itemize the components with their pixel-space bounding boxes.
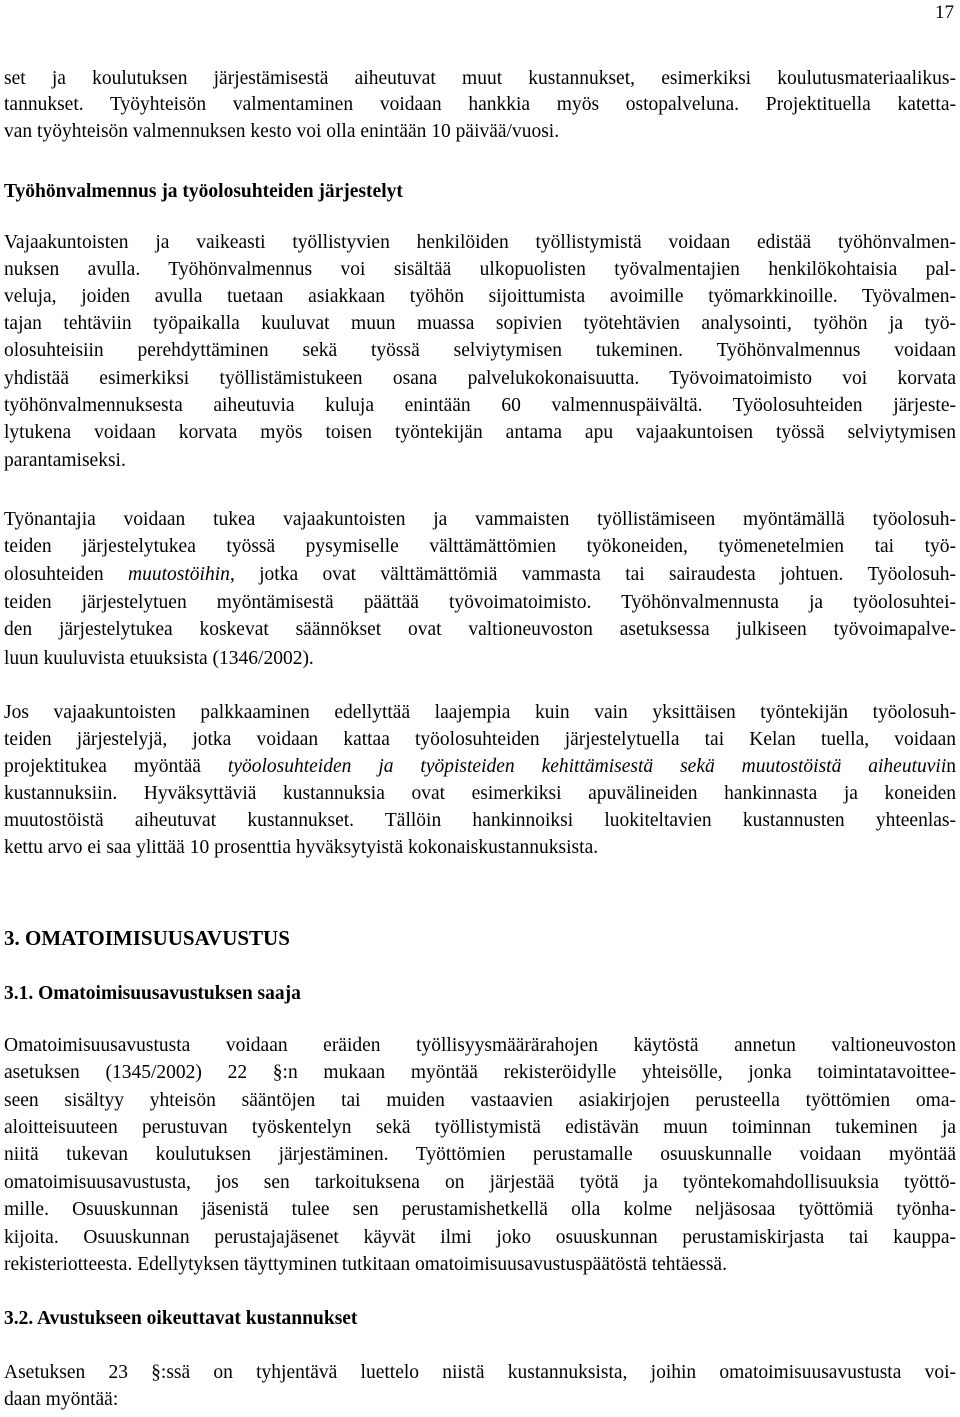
text-line: rekisteriotteesta. Edellytyksen täyttyminen tutkitaan omatoimisuusavustuspäätöstä tehtäessä. xyxy=(4,1254,727,1275)
text-line: asetuksen (1345/2002) 22 §:n mukaan myöntää rekisteröidylle yhteisölle, jonka toimintatavoittee- xyxy=(4,1062,956,1083)
section-heading-3-2: 3.2. Avustukseen oikeuttavat kustannukset xyxy=(4,1308,358,1329)
text-line: yhdistää esimerkiksi työllistämistukeen osana palvelukokonaisuutta. Työvoimatoimisto voi korvata xyxy=(4,368,956,389)
text-line: kijoita. Osuuskunnan perustajajäsenet käyvät ilmi joko osuuskunnan perustamiskirjasta tai kauppa- xyxy=(4,1227,956,1248)
text-line: teiden järjestelyjä, jotka voidaan kattaa työolosuhteiden järjestelytuella tai Kelan tuella, voidaan xyxy=(4,729,956,750)
text-line: teiden järjestelytuen myöntämisestä päättää työvoimatoimisto. Työhönvalmennusta ja työolosuhtei- xyxy=(4,592,956,613)
text-line xyxy=(4,754,956,780)
text-line: nuksen avulla. Työhönvalmennus voi sisältää ulkopuolisten työvalmentajien henkilökohtaisia pal- xyxy=(4,259,956,280)
text-line xyxy=(4,562,956,588)
text-line: työhönvalmennuksesta aiheutuvia kuluja enintään 60 valmennuspäivältä. Työolosuhteiden järjeste- xyxy=(4,395,956,416)
text-line: kettu arvo ei saa ylittää 10 prosenttia hyväksytyistä kokonaiskustannuksista. xyxy=(4,837,599,858)
text-line: niitä tukevan koulutuksen järjestäminen. Työttömien perustamalle osuuskunnalle voidaan myöntää xyxy=(4,1144,956,1165)
text-line: kustannuksiin. Hyväksyttäviä kustannuksia ovat esimerkiksi apuvälineiden hankinnasta ja koneiden xyxy=(4,783,956,804)
text-line: parantamiseksi. xyxy=(4,450,126,471)
text-line: set ja koulutuksen järjestämisestä aiheutuvat muut kustannukset, esimerkiksi koulutusmateriaalikus- xyxy=(4,68,956,89)
text-line: Omatoimisuusavustusta voidaan eräiden työllisyysmäärärahojen käytöstä annetun valtioneuvoston xyxy=(4,1035,956,1056)
section-heading-3-1: 3.1. Omatoimisuusavustuksen saaja xyxy=(4,983,301,1004)
text-line: seen sisältyy yhteisön sääntöjen tai muiden vastaavien asiakirjojen perusteella työttömien oma- xyxy=(4,1090,956,1111)
text-line: tajan tehtäviin työpaikalla kuuluvat muun muassa sopivien työtehtävien analysointi, työhön ja työ- xyxy=(4,313,956,334)
text-line: teiden järjestelytukea työssä pysymiselle välttämättömien työkoneiden, työmenetelmien tai työ- xyxy=(4,536,956,557)
text-segment: olosuhteiden xyxy=(4,564,129,585)
text-line: Työnantajia voidaan tukea vajaakuntoisten ja vammaisten työllistämiseen myöntämällä työolosuh- xyxy=(4,509,956,530)
text-line: luun kuuluvista etuuksista (1346/2002). xyxy=(4,648,314,669)
text-line: veluja, joiden avulla tuetaan asiakkaan työhön sijoittumista avoimille työmarkkinoille. Työvalmen- xyxy=(4,286,956,307)
italic-text: työolosuhteiden ja työpisteiden kehittämisestä sekä muutostöistä aiheutuvii xyxy=(227,756,947,777)
text-line: omatoimisuusavustusta, jos sen tarkoituksena on järjestää työtä ja työntekomahdollisuuksia työttö- xyxy=(4,1172,956,1193)
text-line: lytukena voidaan korvata myös toisen työntekijän antama apu vajaakuntoisen työssä selviytymisen xyxy=(4,422,956,443)
text-line: aloitteisuuteen perustuvan työskentelyn sekä työllistymistä edistävän muun toiminnan tukeminen ja xyxy=(4,1117,956,1138)
text-line: Asetuksen 23 §:ssä on tyhjentävä luettelo niistä kustannuksista, joihin omatoimisuusavustusta voi- xyxy=(4,1362,956,1383)
text-line: van työyhteisön valmennuksen kesto voi olla enintään 10 päivää/vuosi. xyxy=(4,121,560,142)
text-segment: n xyxy=(946,756,956,777)
text-line: daan myöntää: xyxy=(4,1389,119,1410)
section-heading-3: 3. OMATOIMISUUSAVUSTUS xyxy=(4,926,290,950)
subheading-tyohonvalmennus: Työhönvalmennus ja työolosuhteiden järjestelyt xyxy=(4,181,403,202)
text-line: Jos vajaakuntoisten palkkaaminen edellyttää laajempia kuin vain yksittäisen työntekijän työolosuh- xyxy=(4,702,956,723)
text-line: muutostöistä aiheutuvat kustannukset. Tällöin hankinnoiksi luokiteltavien kustannusten yhteenlas- xyxy=(4,810,956,831)
italic-text: muutostöihin, xyxy=(128,564,235,585)
page-number: 17 xyxy=(935,2,954,23)
text-line: mille. Osuuskunnan jäsenistä tulee sen perustamishetkellä olla kolme neljäsosaa työttömiä työnha- xyxy=(4,1199,956,1220)
text-line: Vajaakuntoisten ja vaikeasti työllistyvien henkilöiden työllistymistä voidaan edistää työhönvalmen- xyxy=(4,232,956,253)
text-line: tannukset. Työyhteisön valmentaminen voidaan hankkia myös ostopalveluna. Projektituella katetta- xyxy=(4,94,956,115)
text-segment: jotka ovat välttämättömiä vammasta tai sairaudesta johtuen. Työolosuh- xyxy=(234,564,956,585)
text-segment: projektitukea myöntää xyxy=(4,756,228,777)
text-line: olosuhteisiin perehdyttäminen sekä työssä selviytymisen tukeminen. Työhönvalmennus voidaan xyxy=(4,340,956,361)
text-line: den järjestelytukea koskevat säännökset ovat valtioneuvoston asetuksessa julkiseen työvoimapalve- xyxy=(4,619,956,640)
